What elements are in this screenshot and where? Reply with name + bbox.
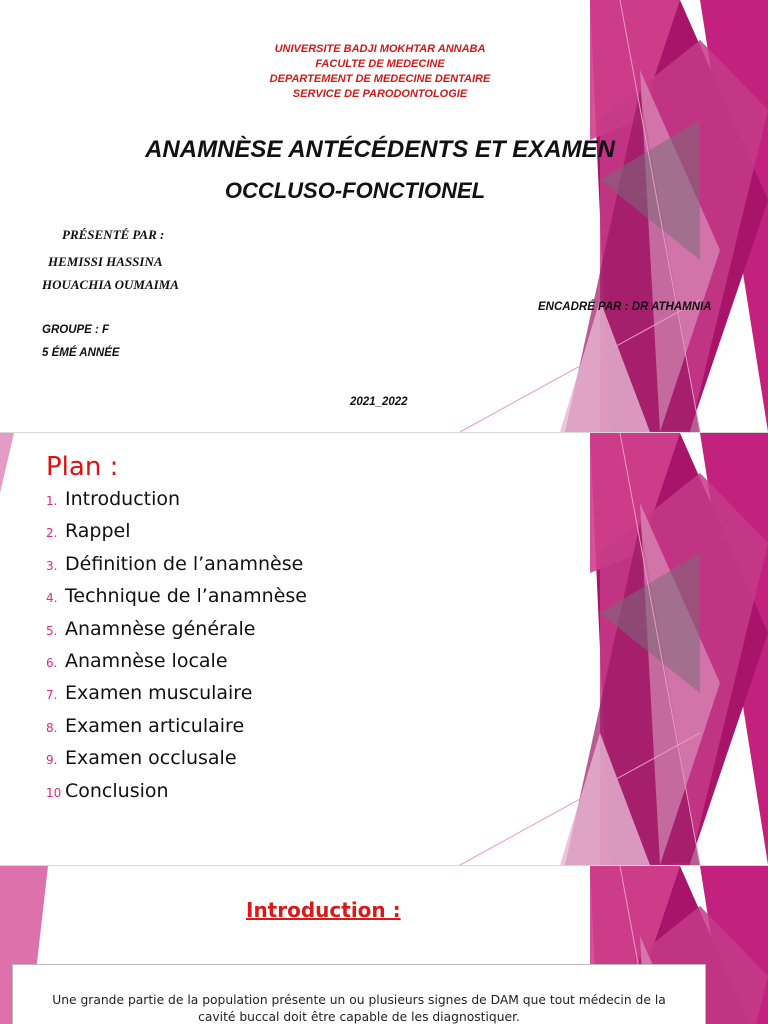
item-label: Examen articulaire	[65, 714, 245, 737]
list-item	[46, 585, 307, 617]
item-label: Anamnèse générale	[65, 617, 256, 640]
item-number: 7.	[46, 688, 58, 703]
list-item	[46, 650, 307, 682]
list-item	[46, 715, 307, 747]
item-label: Introduction	[65, 488, 181, 510]
university-line: SERVICE DE PARODONTOLOGIE	[292, 88, 468, 100]
university-line: FACULTE DE MEDECINE	[315, 58, 445, 70]
presentation-title-line2: OCCLUSO-FONCTIONEL	[224, 178, 486, 203]
item-number: 4.	[46, 591, 58, 606]
item-label: Conclusion	[65, 779, 169, 802]
university-header	[150, 42, 610, 102]
introduction-text	[14, 992, 704, 1024]
item-number: 9.	[46, 753, 58, 768]
year-level-label: 5 ÉMÉ ANNÉE	[42, 347, 120, 359]
presented-by-label: PRÉSENTÉ PAR :	[62, 227, 165, 242]
presentation-title: ANAMNÈSE ANTÉCÉDENTS ET EXAMEN	[145, 136, 615, 163]
university-line: UNIVERSITE BADJI MOKHTAR ANNABA	[274, 43, 486, 55]
list-item	[46, 682, 307, 714]
item-label: Examen musculaire	[65, 682, 253, 705]
group-label: GROUPE : F	[42, 324, 110, 336]
item-number: 10	[46, 785, 62, 800]
item-label: Rappel	[65, 520, 131, 543]
list-item	[46, 553, 307, 585]
item-number: 3.	[46, 558, 58, 573]
item-number: 6.	[46, 655, 58, 670]
item-label: Définition de l’anamnèse	[65, 552, 304, 575]
list-item	[46, 618, 307, 650]
author-name: HEMISSI HASSINA	[48, 254, 163, 269]
text-line: cavité buccal doit être capable de les diagnostiquer.	[198, 1010, 520, 1024]
introduction-title: Introduction :	[246, 898, 401, 922]
list-item	[46, 488, 307, 520]
item-label: Anamnèse locale	[65, 649, 228, 672]
academic-year: 2021_2022	[350, 396, 408, 408]
text-line: Une grande partie de la population présente un ou plusieurs signes de DAM que tout médecin de la	[52, 993, 666, 1007]
plan-list	[46, 488, 307, 812]
supervisor-label: ENCADRÉ PAR : DR ATHAMNIA	[538, 301, 712, 313]
item-label: Technique de l’anamnèse	[65, 585, 307, 608]
author-name: HOUACHIA OUMAIMA	[42, 277, 179, 292]
list-item	[46, 747, 307, 779]
item-number: 8.	[46, 720, 58, 735]
item-number: 1.	[46, 494, 58, 508]
list-item	[46, 520, 307, 552]
list-item	[46, 780, 307, 812]
university-line: DEPARTEMENT DE MEDECINE DENTAIRE	[269, 73, 491, 85]
item-number: 5.	[46, 623, 58, 638]
plan-title: Plan :	[46, 452, 119, 482]
item-label: Examen occlusale	[65, 747, 237, 770]
item-number: 2.	[46, 526, 58, 541]
